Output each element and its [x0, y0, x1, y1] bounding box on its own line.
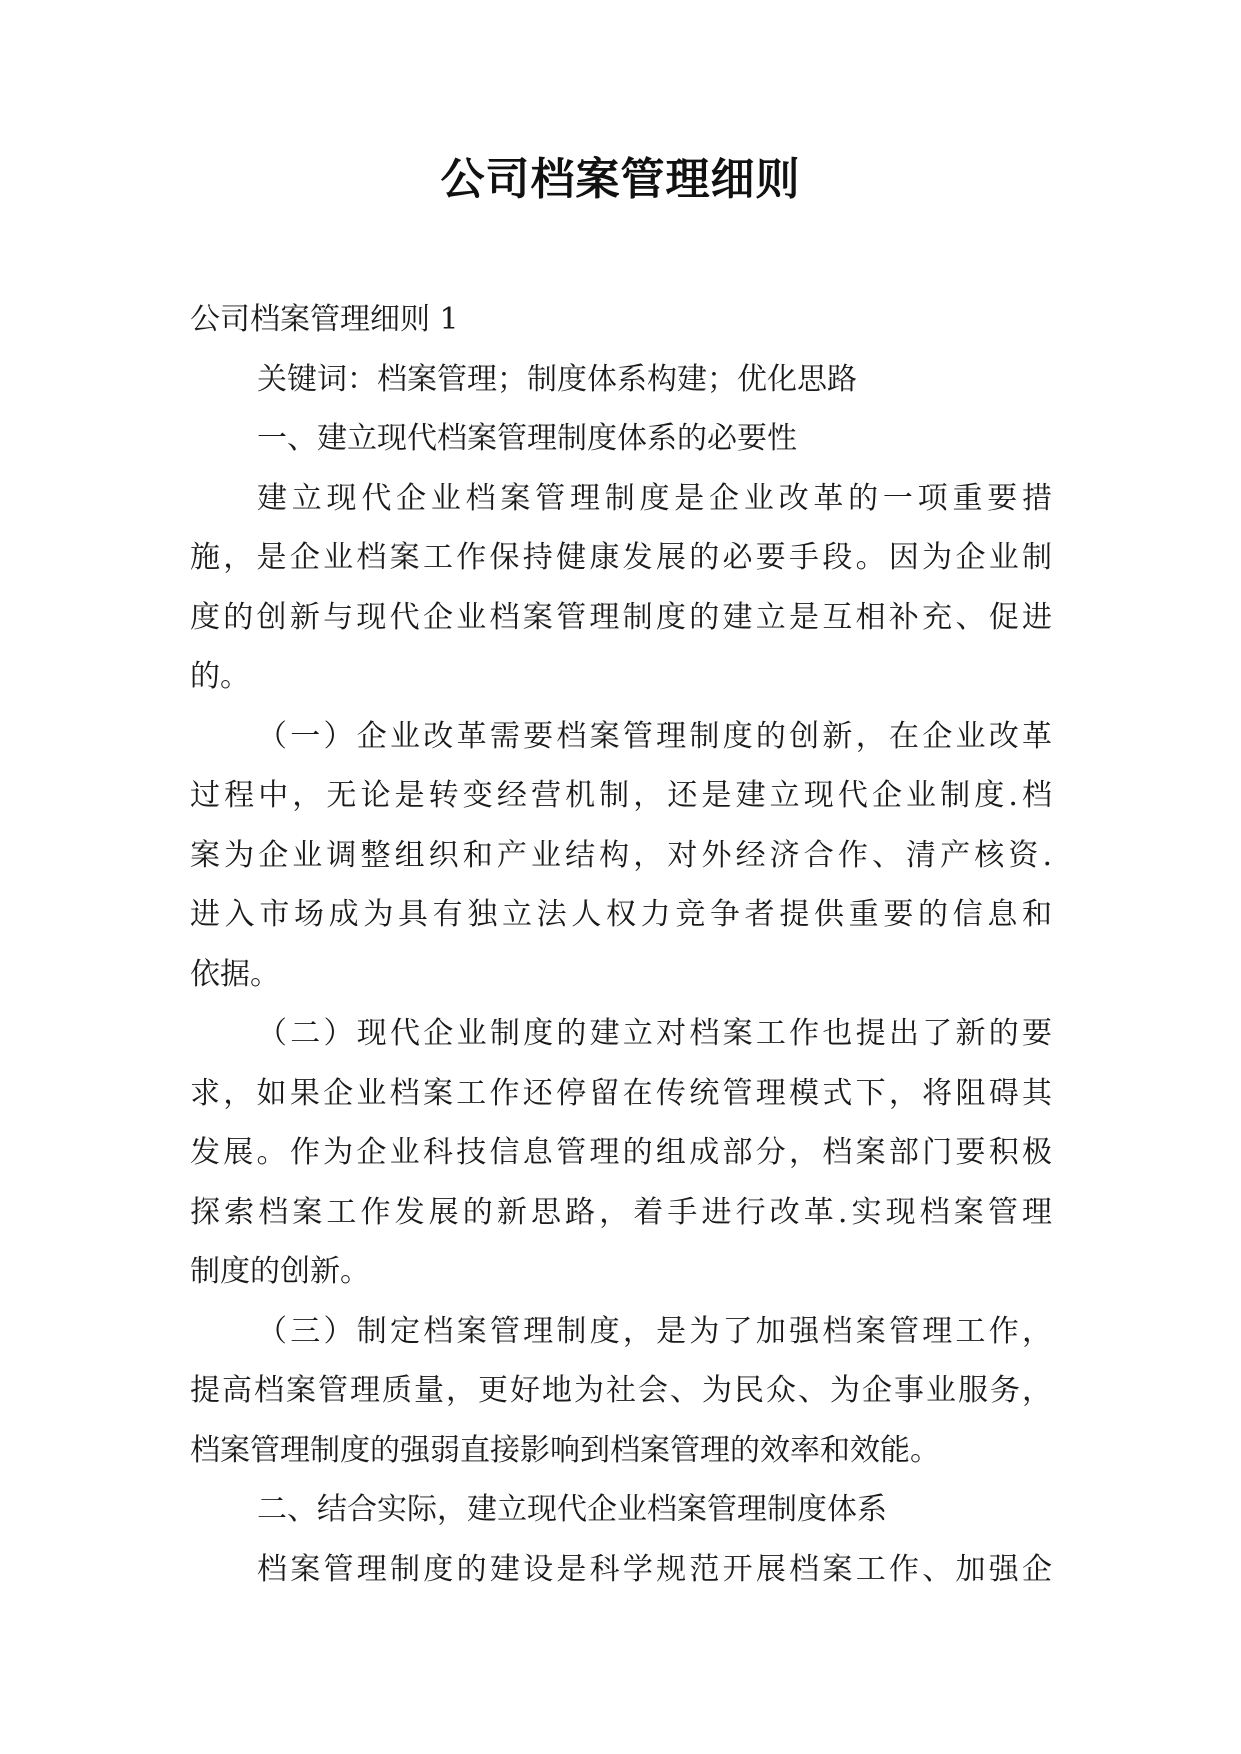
body-line: 求，如果企业档案工作还停留在传统管理模式下，将阻碍其	[190, 1075, 1052, 1111]
body-line: 建立现代企业档案管理制度是企业改革的一项重要措	[257, 480, 1052, 516]
body-line: 档案管理制度的建设是科学规范开展档案工作、加强企	[257, 1551, 1052, 1587]
body-line: 一、建立现代档案管理制度体系的必要性	[257, 421, 797, 456]
body-line: 二、结合实际，建立现代企业档案管理制度体系	[257, 1492, 887, 1527]
body-line: 进入市场成为具有独立法人权力竞争者提供重要的信息和	[190, 897, 1052, 932]
body-line: （三）制定档案管理制度，是为了加强档案管理工作，	[257, 1313, 1052, 1349]
body-line: 制度的创新。	[190, 1254, 370, 1289]
document-title: 公司档案管理细则	[440, 154, 801, 205]
body-line: 依据。	[190, 956, 280, 992]
body-line: 发展。作为企业科技信息管理的组成部分，档案部门要积极	[190, 1135, 1052, 1170]
body-line: 案为企业调整组织和产业结构，对外经济合作、清产核资.	[190, 837, 1052, 873]
body-line: 探索档案工作发展的新思路，着手进行改革.实现档案管理	[190, 1194, 1052, 1230]
document-body	[190, 290, 1052, 1599]
body-line: （一）企业改革需要档案管理制度的创新，在企业改革	[257, 718, 1052, 754]
body-line: 提高档案管理质量，更好地为社会、为民众、为企事业服务，	[190, 1373, 1052, 1408]
body-line: 过程中，无论是转变经营机制，还是建立现代企业制度.档	[190, 778, 1052, 813]
body-line: 档案管理制度的强弱直接影响到档案管理的效率和效能。	[190, 1432, 940, 1468]
body-line: 公司档案管理细则 1	[190, 302, 459, 337]
body-line: 的。	[190, 659, 250, 694]
body-line: 施，是企业档案工作保持健康发展的必要手段。因为企业制	[190, 540, 1052, 575]
body-line: 度的创新与现代企业档案管理制度的建立是互相补充、促进	[190, 599, 1052, 635]
body-line: 关键词：档案管理；制度体系构建；优化思路	[257, 361, 857, 397]
body-line: （二）现代企业制度的建立对档案工作也提出了新的要	[257, 1016, 1052, 1051]
